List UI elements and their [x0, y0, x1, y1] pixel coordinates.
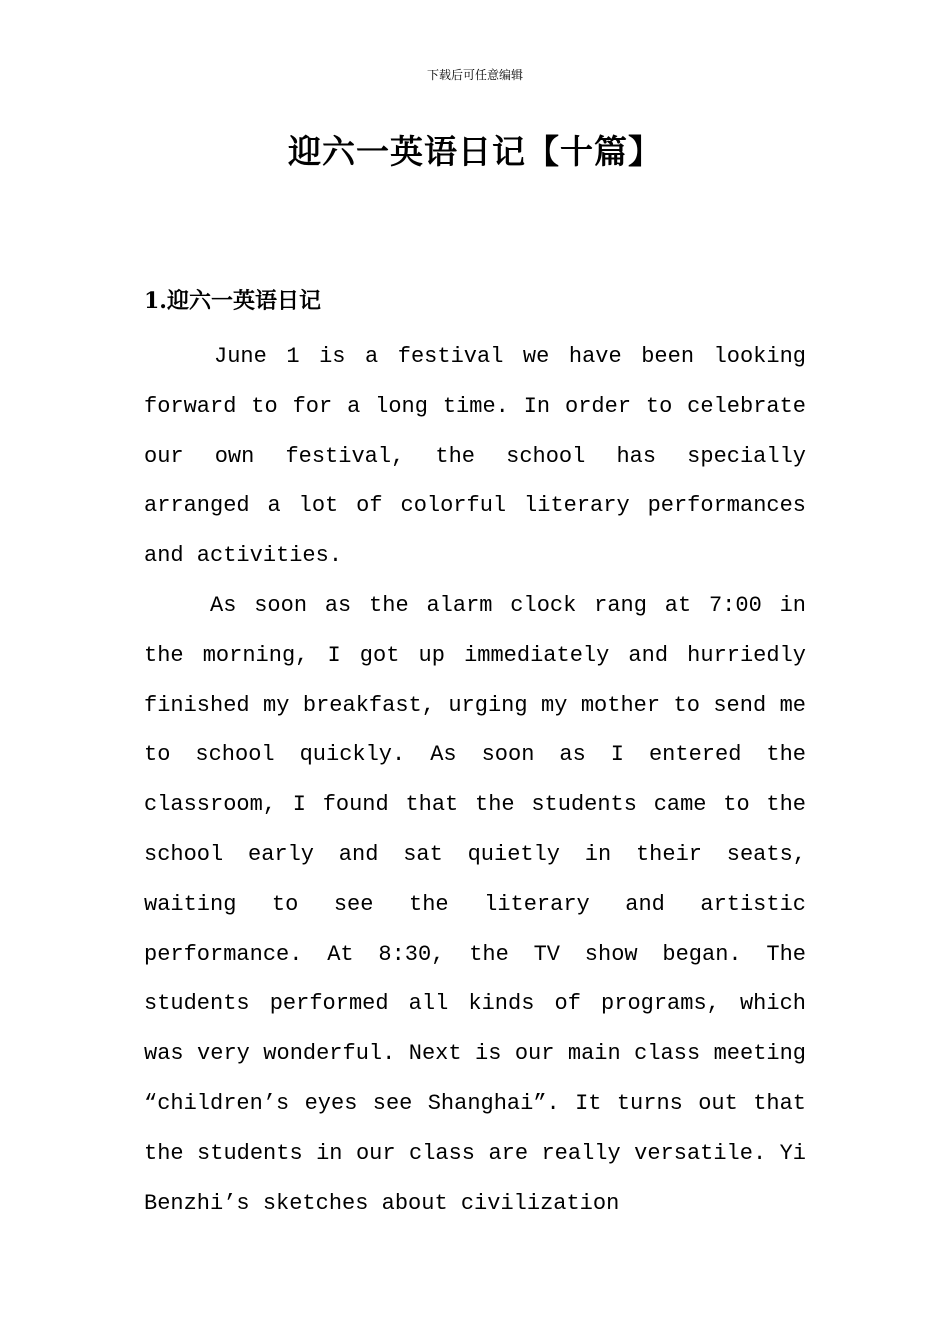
header-note: 下载后可任意编辑 — [426, 68, 523, 82]
section-body — [144, 332, 806, 1228]
paragraph-1: June 1 is a festival we have been looking forward to for a long time. In order to celebrate our own festival, the school has specially arranged a lot of colorful literary performances and activities. — [144, 344, 806, 569]
paragraph-2: As soon as the alarm clock rang at 7:00 in the morning, I got up immediately and hurriedly finished my breakfast, urging my mother to send me to school quickly. As soon as I entered the classroom, I found that the students came to the school early and sat quietly in their seats, waiting to see the literary and artistic performance. At 8:30, the TV show began. The students performed all kinds of programs, which was very wonderful. Next is our main class meeting “children’s eyes see Shanghai”. It turns out that the students in our class are really versatile. Yi Benzhi’s sketches about civilization — [144, 592, 806, 1216]
document-title: 迎六一英语日记【十篇】 — [288, 132, 662, 171]
section-heading: 1.迎六一英语日记 — [144, 288, 321, 314]
